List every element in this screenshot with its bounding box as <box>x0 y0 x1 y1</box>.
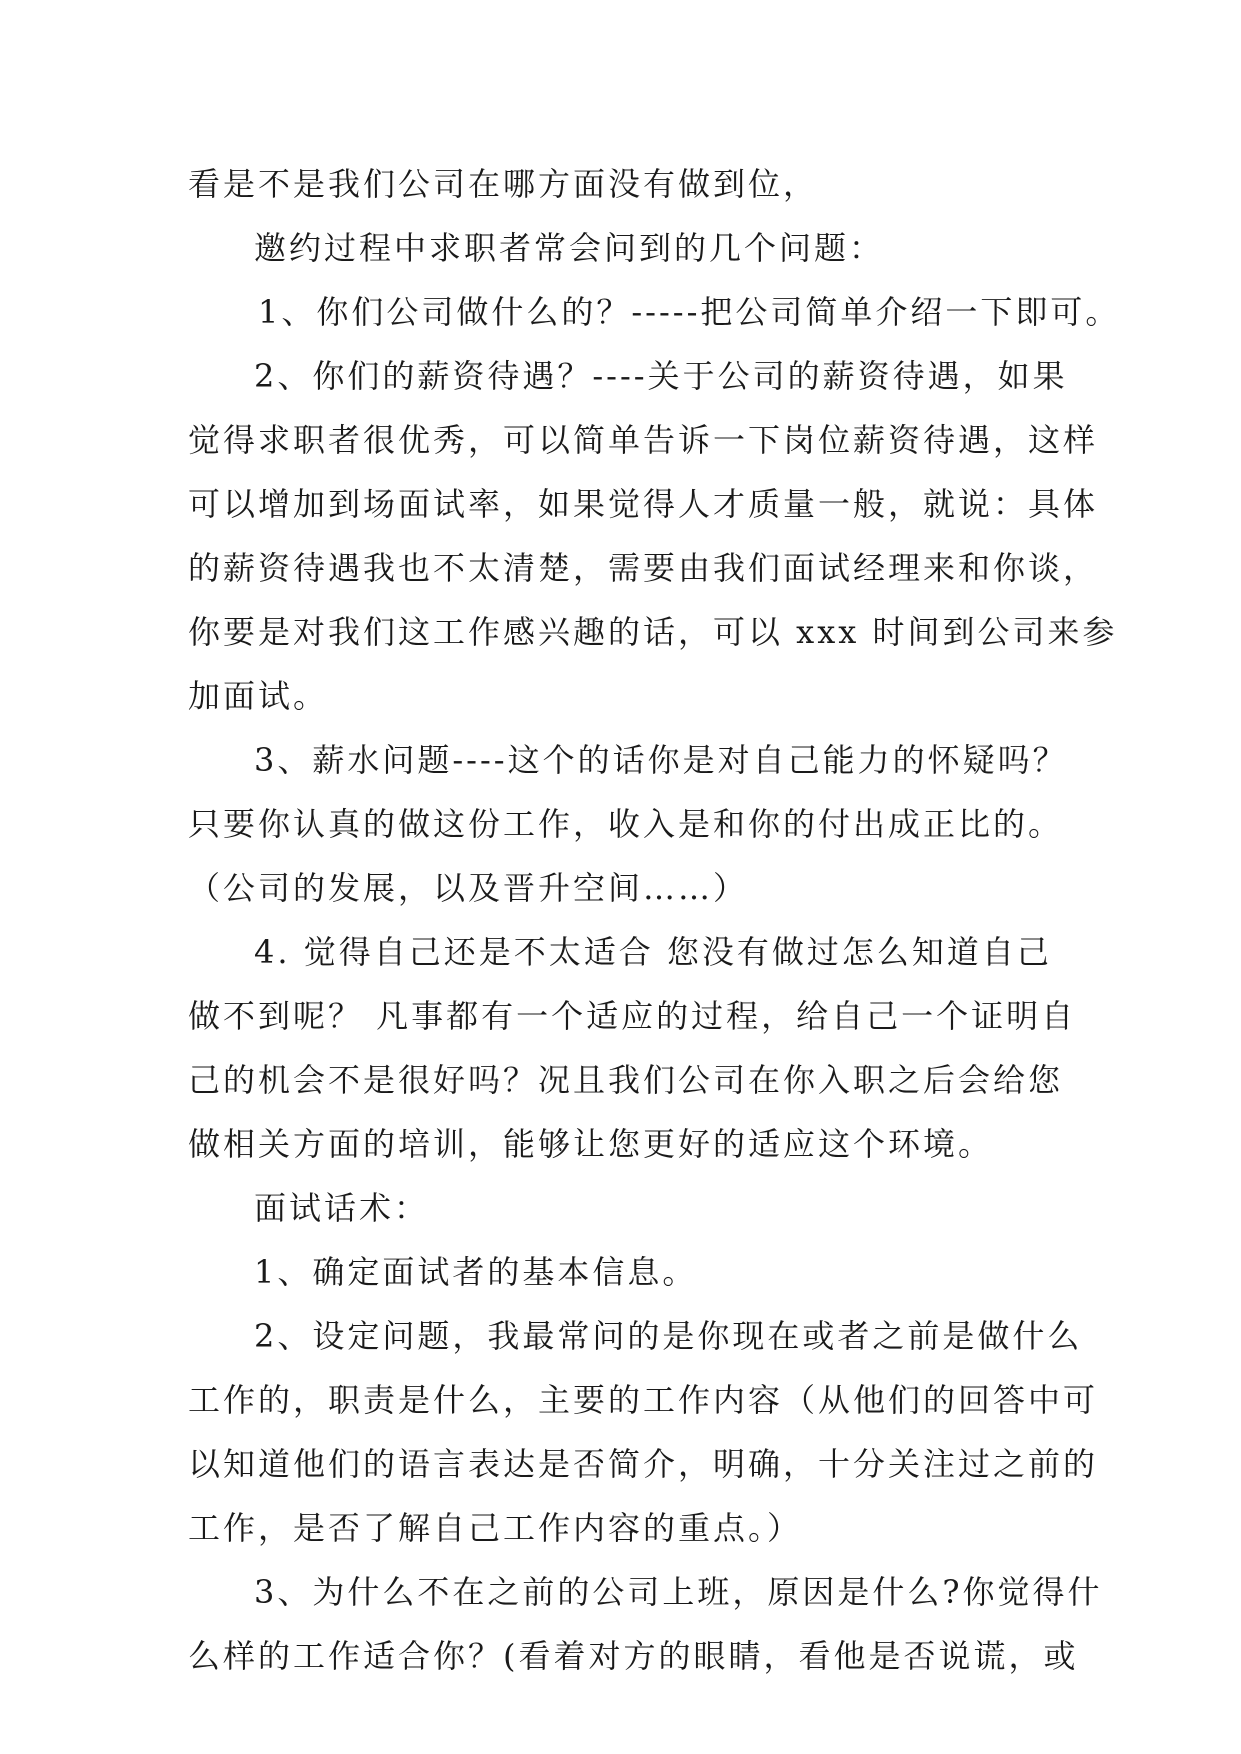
text-line: 做不到呢？ 凡事都有一个适应的过程，给自己一个证明自 <box>188 997 1077 1035</box>
text-line: 看是不是我们公司在哪方面没有做到位， <box>188 165 819 203</box>
text-line: 1、确定面试者的基本信息。 <box>254 1253 698 1291</box>
text-line: 以知道他们的语言表达是否简介，明确，十分关注过之前的 <box>188 1445 1099 1483</box>
text-line: 的薪资待遇我也不太清楚，需要由我们面试经理来和你谈， <box>188 549 1099 587</box>
text-line: 3、为什么不在之前的公司上班，原因是什么?你觉得什 <box>254 1573 1103 1611</box>
text-line: 4. 觉得自己还是不太适合 您没有做过怎么知道自己 <box>254 933 1052 971</box>
text-line: 2、你们的薪资待遇？----关于公司的薪资待遇，如果 <box>254 357 1068 395</box>
text-line: 觉得求职者很优秀，可以简单告诉一下岗位薪资待遇，这样 <box>188 421 1099 459</box>
text-line: 加面试。 <box>188 677 329 715</box>
text-line: 么样的工作适合你？(看着对方的眼睛，看他是否说谎，或 <box>188 1637 1079 1675</box>
text-line: 你要是对我们这工作感兴趣的话，可以 xxx 时间到公司来参 <box>188 613 1118 651</box>
text-line: 可以增加到场面试率，如果觉得人才质量一般，就说：具体 <box>188 485 1099 523</box>
text-line: （公司的发展，以及晋升空间……） <box>188 869 749 907</box>
text-line: 1、你们公司做什么的？-----把公司简单介绍一下即可。 <box>258 293 1121 331</box>
text-line: 3、薪水问题----这个的话你是对自己能力的怀疑吗？ <box>254 741 1068 779</box>
text-line: 工作，是否了解自己工作内容的重点。） <box>188 1509 803 1547</box>
section-heading: 面试话术： <box>254 1189 430 1227</box>
text-line: 做相关方面的培训，能够让您更好的适应这个环境。 <box>188 1125 994 1163</box>
text-line: 2、设定问题，我最常问的是你现在或者之前是做什么 <box>254 1317 1083 1355</box>
text-line: 工作的，职责是什么，主要的工作内容（从他们的回答中可 <box>188 1381 1099 1419</box>
text-line: 邀约过程中求职者常会问到的几个问题： <box>254 229 885 267</box>
text-line: 己的机会不是很好吗？况且我们公司在你入职之后会给您 <box>188 1061 1064 1099</box>
text-line: 只要你认真的做这份工作，收入是和你的付出成正比的。 <box>188 805 1064 843</box>
